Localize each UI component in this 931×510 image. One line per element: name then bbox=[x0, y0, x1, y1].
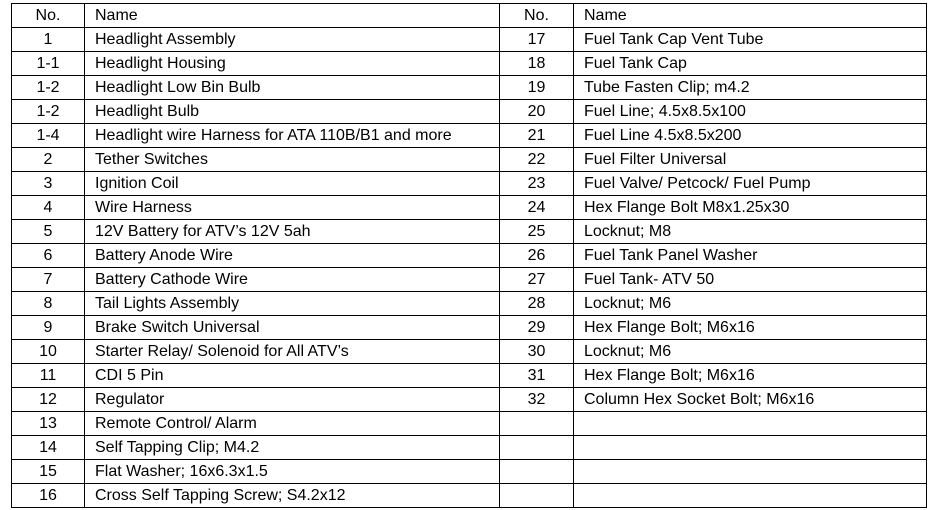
part-number-left: 1-1 bbox=[12, 52, 85, 76]
part-name-left: Ignition Coil bbox=[85, 172, 500, 196]
part-number-left: 9 bbox=[12, 316, 85, 340]
header-name-right: Name bbox=[574, 4, 927, 28]
table-row bbox=[12, 28, 927, 52]
part-name-right: Fuel Tank Cap Vent Tube bbox=[574, 28, 927, 52]
part-number-left: 16 bbox=[12, 484, 85, 508]
part-number-left: 14 bbox=[12, 436, 85, 460]
part-number-left: 1-2 bbox=[12, 76, 85, 100]
table-row bbox=[12, 436, 927, 460]
part-number-right: 18 bbox=[500, 52, 574, 76]
part-number-right: 19 bbox=[500, 76, 574, 100]
table-header-row bbox=[12, 4, 927, 28]
part-number-left: 11 bbox=[12, 364, 85, 388]
part-name-left: Headlight wire Harness for ATA 110B/B1 and more bbox=[85, 124, 500, 148]
header-name-left: Name bbox=[85, 4, 500, 28]
table-row bbox=[12, 364, 927, 388]
part-number-right: 24 bbox=[500, 196, 574, 220]
parts-table-body bbox=[12, 28, 927, 508]
part-name-left: CDI 5 Pin bbox=[85, 364, 500, 388]
part-number-left: 10 bbox=[12, 340, 85, 364]
table-row bbox=[12, 124, 927, 148]
part-number-left: 1-4 bbox=[12, 124, 85, 148]
table-row bbox=[12, 52, 927, 76]
part-name-right: Fuel Tank Panel Washer bbox=[574, 244, 927, 268]
part-name-left: Headlight Low Bin Bulb bbox=[85, 76, 500, 100]
table-row bbox=[12, 76, 927, 100]
part-name-right: Fuel Valve/ Petcock/ Fuel Pump bbox=[574, 172, 927, 196]
part-name-left: Starter Relay/ Solenoid for All ATV’s bbox=[85, 340, 500, 364]
part-number-left: 1 bbox=[12, 28, 85, 52]
part-number-right: 26 bbox=[500, 244, 574, 268]
part-number-right: 29 bbox=[500, 316, 574, 340]
part-number-right: 28 bbox=[500, 292, 574, 316]
table-row bbox=[12, 220, 927, 244]
table-row bbox=[12, 484, 927, 508]
header-no-left: No. bbox=[12, 4, 85, 28]
part-name-right: Hex Flange Bolt M8x1.25x30 bbox=[574, 196, 927, 220]
part-number-right: 30 bbox=[500, 340, 574, 364]
part-number-left: 3 bbox=[12, 172, 85, 196]
part-number-right bbox=[500, 436, 574, 460]
part-number-right: 27 bbox=[500, 268, 574, 292]
part-name-right: Fuel Filter Universal bbox=[574, 148, 927, 172]
part-name-right: Hex Flange Bolt; M6x16 bbox=[574, 316, 927, 340]
part-name-left: 12V Battery for ATV’s 12V 5ah bbox=[85, 220, 500, 244]
part-number-left: 6 bbox=[12, 244, 85, 268]
part-name-right: Fuel Tank- ATV 50 bbox=[574, 268, 927, 292]
part-number-left: 5 bbox=[12, 220, 85, 244]
table-row bbox=[12, 100, 927, 124]
part-name-right: Locknut; M8 bbox=[574, 220, 927, 244]
part-number-left: 1-2 bbox=[12, 100, 85, 124]
part-name-right: Locknut; M6 bbox=[574, 292, 927, 316]
part-name-right bbox=[574, 412, 927, 436]
table-row bbox=[12, 388, 927, 412]
table-row bbox=[12, 340, 927, 364]
part-name-left: Brake Switch Universal bbox=[85, 316, 500, 340]
part-name-right: Tube Fasten Clip; m4.2 bbox=[574, 76, 927, 100]
part-number-left: 13 bbox=[12, 412, 85, 436]
part-name-left: Tail Lights Assembly bbox=[85, 292, 500, 316]
part-number-right: 32 bbox=[500, 388, 574, 412]
part-name-right: Fuel Line; 4.5x8.5x100 bbox=[574, 100, 927, 124]
table-row bbox=[12, 412, 927, 436]
part-number-left: 4 bbox=[12, 196, 85, 220]
part-number-right: 17 bbox=[500, 28, 574, 52]
part-number-left: 8 bbox=[12, 292, 85, 316]
part-number-right: 21 bbox=[500, 124, 574, 148]
part-name-left: Cross Self Tapping Screw; S4.2x12 bbox=[85, 484, 500, 508]
part-number-right bbox=[500, 460, 574, 484]
part-number-left: 15 bbox=[12, 460, 85, 484]
part-number-right: 22 bbox=[500, 148, 574, 172]
table-row bbox=[12, 268, 927, 292]
part-name-left: Tether Switches bbox=[85, 148, 500, 172]
table-row bbox=[12, 292, 927, 316]
part-number-left: 12 bbox=[12, 388, 85, 412]
part-name-right: Fuel Tank Cap bbox=[574, 52, 927, 76]
part-number-right bbox=[500, 412, 574, 436]
part-name-left: Flat Washer; 16x6.3x1.5 bbox=[85, 460, 500, 484]
part-name-left: Headlight Assembly bbox=[85, 28, 500, 52]
table-row bbox=[12, 316, 927, 340]
part-name-left: Battery Anode Wire bbox=[85, 244, 500, 268]
part-name-left: Battery Cathode Wire bbox=[85, 268, 500, 292]
part-name-right: Column Hex Socket Bolt; M6x16 bbox=[574, 388, 927, 412]
part-name-right bbox=[574, 460, 927, 484]
part-number-right: 31 bbox=[500, 364, 574, 388]
part-name-right bbox=[574, 484, 927, 508]
part-name-right bbox=[574, 436, 927, 460]
part-name-right: Hex Flange Bolt; M6x16 bbox=[574, 364, 927, 388]
part-number-right: 23 bbox=[500, 172, 574, 196]
table-row bbox=[12, 196, 927, 220]
part-name-left: Headlight Bulb bbox=[85, 100, 500, 124]
table-row bbox=[12, 172, 927, 196]
table-row bbox=[12, 148, 927, 172]
part-name-left: Self Tapping Clip; M4.2 bbox=[85, 436, 500, 460]
header-no-right: No. bbox=[500, 4, 574, 28]
part-name-left: Regulator bbox=[85, 388, 500, 412]
part-number-right bbox=[500, 484, 574, 508]
part-number-right: 25 bbox=[500, 220, 574, 244]
parts-table bbox=[11, 3, 927, 508]
part-name-right: Fuel Line 4.5x8.5x200 bbox=[574, 124, 927, 148]
part-number-left: 2 bbox=[12, 148, 85, 172]
table-row bbox=[12, 244, 927, 268]
part-name-left: Remote Control/ Alarm bbox=[85, 412, 500, 436]
table-row bbox=[12, 460, 927, 484]
part-name-left: Headlight Housing bbox=[85, 52, 500, 76]
part-number-right: 20 bbox=[500, 100, 574, 124]
part-number-left: 7 bbox=[12, 268, 85, 292]
part-name-left: Wire Harness bbox=[85, 196, 500, 220]
part-name-right: Locknut; M6 bbox=[574, 340, 927, 364]
